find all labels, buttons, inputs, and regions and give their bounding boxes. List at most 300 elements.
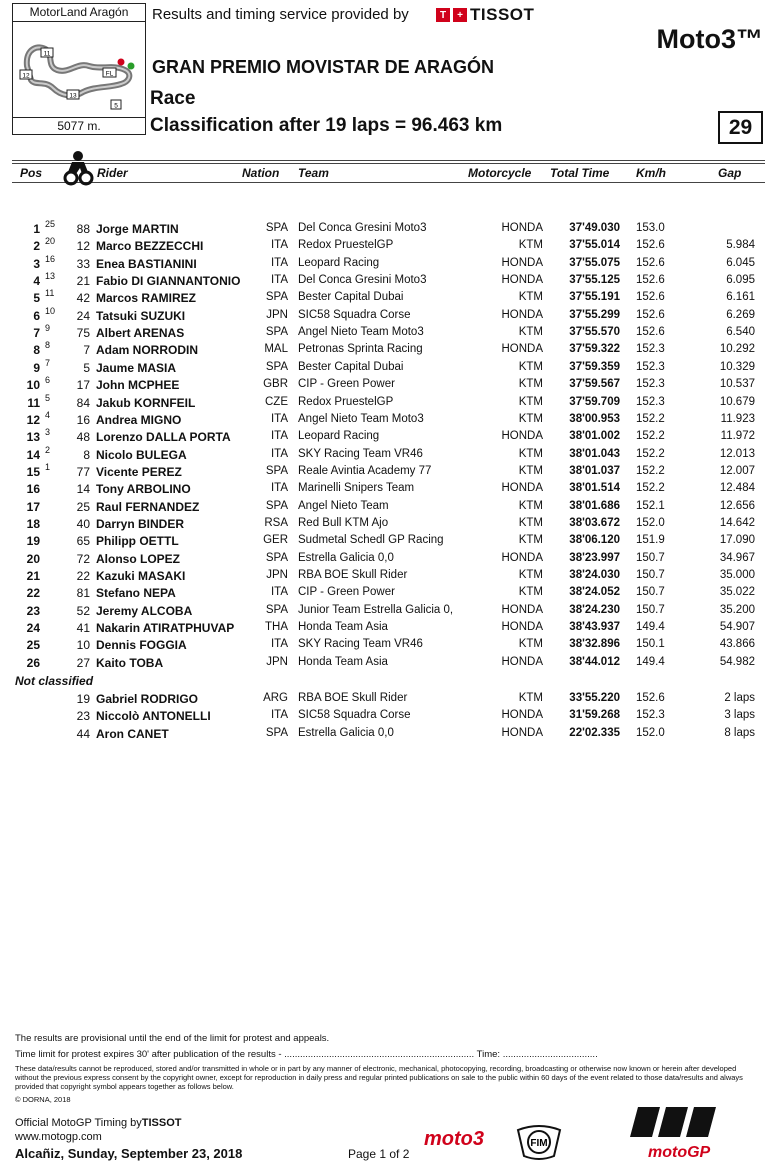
gap: 5.984: [726, 239, 755, 251]
average-speed: 152.2: [636, 430, 665, 442]
average-speed: 150.7: [636, 604, 665, 616]
rider-position: 20: [26, 552, 40, 566]
rider-nation: THA: [265, 621, 288, 633]
championship-points: 10: [45, 306, 56, 316]
result-row: [0, 325, 777, 342]
rider-nation: ARG: [263, 692, 288, 704]
rider-name: Jorge MARTIN: [96, 222, 179, 236]
team-name: SKY Racing Team VR46: [298, 638, 423, 650]
gap: 35.200: [719, 604, 755, 616]
col-total-time: Total Time: [550, 166, 610, 180]
championship-points: 13: [45, 271, 56, 281]
team-name: Honda Team Asia: [298, 656, 388, 668]
circuit-name: MotorLand Aragón: [13, 4, 145, 22]
timing-prefix: Official MotoGP Timing by: [15, 1117, 142, 1129]
rider-nation: ITA: [270, 274, 288, 286]
average-speed: 152.0: [636, 517, 665, 529]
gap: 12.656: [719, 500, 755, 512]
col-team: Team: [298, 166, 329, 180]
rider-nation: ITA: [270, 638, 288, 650]
gap: 12.484: [719, 482, 755, 494]
average-speed: 152.6: [636, 309, 665, 321]
average-speed: 149.4: [636, 656, 665, 668]
result-row: [0, 708, 777, 725]
rider-position: 12: [26, 413, 40, 427]
rider-name: Kaito TOBA: [96, 656, 164, 670]
motorcycle: HONDA: [501, 482, 543, 494]
track-map-icon: [17, 26, 143, 116]
motorcycle: KTM: [518, 326, 543, 338]
total-time: 37'55.125: [569, 274, 620, 286]
motorcycle: HONDA: [501, 621, 543, 633]
rider-number: 84: [76, 396, 90, 410]
classification-title: Classification after 19 laps = 96.463 km: [150, 115, 503, 136]
team-name: SIC58 Squadra Corse: [298, 709, 411, 721]
divider: [12, 182, 765, 183]
result-row: [0, 655, 777, 672]
legal-text: These data/results cannot be reproduced, stored and/or transmitted in whole or in part by any manner of electronic, mechanical, photocopying, recording, broadcasting or otherwise now known or herein after developed without the previous express consent by the copyright owner, except for reproduction in daily press and regular printed publications on sale to the public within 60 days of the event related to those data/results and always provided that copyright symbol appears together as follows below.: [15, 1064, 743, 1091]
rider-name: Vicente PEREZ: [96, 465, 182, 479]
rider-number: 88: [76, 222, 90, 236]
rider-position: 10: [26, 378, 40, 392]
gap: 10.329: [719, 361, 755, 373]
motorcycle: KTM: [518, 378, 543, 390]
total-time: 38'24.230: [569, 604, 620, 616]
championship-points: 6: [45, 375, 51, 385]
circuit-box: [12, 3, 146, 135]
championship-points: 16: [45, 254, 56, 264]
result-row: [0, 499, 777, 516]
gap: 8 laps: [724, 727, 755, 739]
moto3-logo: moto3: [424, 1128, 484, 1150]
map-label: 13: [69, 92, 77, 100]
rider-position: 7: [33, 326, 40, 340]
result-row: [0, 533, 777, 550]
rider-name: Marcos RAMIREZ: [96, 291, 197, 305]
rider-nation: SPA: [265, 727, 288, 739]
divider: [12, 160, 765, 161]
total-time: 37'59.359: [569, 361, 620, 373]
rider-position: 24: [26, 621, 40, 635]
team-name: Redox PruestelGP: [298, 239, 394, 251]
motorcycle: KTM: [518, 692, 543, 704]
rider-nation: SPA: [265, 552, 288, 564]
rider-number: 17: [76, 378, 90, 392]
result-row: [0, 377, 777, 394]
result-row: [0, 516, 777, 533]
result-row: [0, 603, 777, 620]
average-speed: 152.6: [636, 692, 665, 704]
gap: 12.007: [719, 465, 755, 477]
gap: 35.000: [719, 569, 755, 581]
result-row: [0, 360, 777, 377]
team-name: Leopard Racing: [298, 257, 380, 269]
rider-nation: SPA: [265, 465, 288, 477]
motorcycle: HONDA: [501, 656, 543, 668]
rider-position: 1: [33, 222, 40, 236]
rider-nation: SPA: [265, 222, 288, 234]
average-speed: 152.3: [636, 361, 665, 373]
rider-name: Tatsuki SUZUKI: [96, 309, 186, 323]
rider-position: 6: [33, 309, 40, 323]
rider-name: Aron CANET: [96, 727, 169, 741]
map-label: 11: [43, 50, 51, 58]
rider-position: 2: [33, 239, 40, 253]
rider-number: 42: [76, 291, 90, 305]
rider-nation: JPN: [266, 656, 288, 668]
rider-position: 8: [33, 343, 40, 357]
rider-name: Dennis FOGGIA: [96, 638, 187, 652]
average-speed: 152.2: [636, 482, 665, 494]
team-name: Estrella Galicia 0,0: [298, 727, 394, 739]
rider-name: Albert ARENAS: [96, 326, 185, 340]
motorcycle: HONDA: [501, 727, 543, 739]
rider-position: 26: [26, 656, 40, 670]
map-label: 12: [22, 72, 30, 80]
fim-logo: [514, 1122, 564, 1162]
motorcycle: KTM: [518, 413, 543, 425]
rider-nation: MAL: [264, 343, 288, 355]
rider-nation: SPA: [265, 291, 288, 303]
rider-name: Niccolò ANTONELLI: [96, 709, 211, 723]
motorcycle: KTM: [518, 500, 543, 512]
rider-position: 22: [26, 586, 40, 600]
rider-name: Marco BEZZECCHI: [96, 239, 204, 253]
motogp-text: motoGP: [648, 1144, 711, 1161]
championship-points: 11: [45, 288, 55, 298]
total-time: 38'24.030: [569, 569, 620, 581]
motorcycle: HONDA: [501, 343, 543, 355]
rider-nation: RSA: [264, 517, 288, 529]
championship-points: 9: [45, 323, 51, 333]
gap: 6.161: [726, 291, 755, 303]
total-time: 38'01.043: [569, 448, 620, 460]
average-speed: 153.0: [636, 222, 665, 234]
rider-name: Alonso LOPEZ: [96, 552, 180, 566]
rider-position: 25: [26, 638, 40, 652]
total-time: 38'01.002: [569, 430, 620, 442]
team-name: Angel Nieto Team Moto3: [298, 413, 424, 425]
total-time: 22'02.335: [569, 727, 620, 739]
rider-position: 23: [26, 604, 40, 618]
rider-name: Fabio DI GIANNANTONIO: [96, 274, 241, 288]
rider-number: 27: [76, 656, 90, 670]
event-title: GRAN PREMIO MOVISTAR DE ARAGÓN: [152, 57, 495, 77]
rider-number: 72: [76, 552, 90, 566]
team-name: SKY Racing Team VR46: [298, 448, 423, 460]
rider-name: Lorenzo DALLA PORTA: [96, 430, 231, 444]
rider-name: Jakub KORNFEIL: [96, 396, 196, 410]
result-row: [0, 447, 777, 464]
motorcycle: KTM: [518, 638, 543, 650]
average-speed: 152.2: [636, 448, 665, 460]
rider-number: 48: [76, 430, 90, 444]
rider-nation: CZE: [265, 396, 288, 408]
total-time: 31'59.268: [569, 709, 620, 721]
team-name: RBA BOE Skull Rider: [298, 569, 408, 581]
rider-number: 44: [76, 727, 90, 741]
total-time: 37'55.570: [569, 326, 620, 338]
rider-position: 9: [33, 361, 40, 375]
website-link[interactable]: www.motogp.com: [15, 1131, 102, 1143]
championship-points: 20: [45, 236, 56, 246]
gap: 11.923: [720, 413, 755, 425]
motorcycle: KTM: [518, 569, 543, 581]
motorcycle: HONDA: [501, 274, 543, 286]
rider-name: Andrea MIGNO: [96, 413, 182, 427]
championship-points: 8: [45, 340, 51, 350]
team-name: RBA BOE Skull Rider: [298, 692, 408, 704]
rider-number: 8: [83, 448, 90, 462]
col-nation: Nation: [242, 166, 280, 180]
rider-name: Adam NORRODIN: [96, 343, 199, 357]
timing-brand: TISSOT: [141, 1117, 182, 1129]
championship-points: 25: [45, 219, 56, 229]
team-name: Del Conca Gresini Moto3: [298, 274, 427, 286]
motorcycle: KTM: [518, 396, 543, 408]
location-date: Alcañiz, Sunday, September 23, 2018: [15, 1146, 243, 1161]
result-row: [0, 395, 777, 412]
rider-position: 17: [26, 500, 40, 514]
total-time: 38'24.052: [569, 586, 620, 598]
gap: 6.269: [726, 309, 755, 321]
copyright: © DORNA, 2018: [15, 1095, 71, 1104]
gap: 54.907: [719, 621, 755, 633]
total-time: 38'06.120: [569, 534, 620, 546]
map-label: FL: [105, 70, 114, 78]
motorcycle: KTM: [518, 361, 543, 373]
gap: 6.540: [726, 326, 755, 338]
col-motorcycle: Motorcycle: [468, 166, 532, 180]
rider-nation: SPA: [265, 500, 288, 512]
championship-points: 3: [45, 427, 51, 437]
gap: 17.090: [719, 534, 755, 546]
team-name: Redox PruestelGP: [298, 396, 394, 408]
rider-position: 15: [26, 465, 40, 479]
result-row: [0, 342, 777, 359]
rider-position: 18: [26, 517, 40, 531]
total-time: 38'01.514: [569, 482, 620, 494]
rider-name: Jeremy ALCOBA: [96, 604, 193, 618]
gap: 35.022: [719, 586, 755, 598]
team-name: Angel Nieto Team Moto3: [298, 326, 424, 338]
rider-name: Nicolo BULEGA: [96, 448, 187, 462]
team-name: Reale Avintia Academy 77: [298, 465, 432, 477]
motorcycle: HONDA: [501, 430, 543, 442]
gap: 34.967: [719, 552, 755, 564]
motorcycle: KTM: [518, 534, 543, 546]
protest-note: Time limit for protest expires 30' after publication of the results - ........................................................................ Time: ....................................: [15, 1049, 598, 1060]
rider-nation: GBR: [263, 378, 288, 390]
rider-name: Stefano NEPA: [96, 586, 176, 600]
rider-number: 52: [76, 604, 90, 618]
gap: 10.537: [719, 378, 755, 390]
total-time: 38'00.953: [569, 413, 620, 425]
total-time: 38'44.012: [569, 656, 620, 668]
rider-nation: JPN: [266, 309, 288, 321]
total-time: 37'55.191: [569, 291, 620, 303]
championship-points: 7: [45, 358, 51, 368]
rider-position: 16: [26, 482, 40, 496]
total-time: 38'32.896: [569, 638, 620, 650]
total-time: 37'49.030: [569, 222, 620, 234]
average-speed: 152.6: [636, 291, 665, 303]
rider-nation: ITA: [270, 239, 288, 251]
rider-nation: ITA: [270, 413, 288, 425]
team-name: Estrella Galicia 0,0: [298, 552, 394, 564]
motorcycle: HONDA: [501, 257, 543, 269]
team-name: Red Bull KTM Ajo: [298, 517, 389, 529]
rider-nation: ITA: [270, 448, 288, 460]
motorcycle: HONDA: [501, 552, 543, 564]
rider-name: Philipp OETTL: [96, 534, 179, 548]
total-time: 38'43.937: [569, 621, 620, 633]
rider-position: 13: [26, 430, 40, 444]
rider-position: 5: [33, 291, 40, 305]
result-row: [0, 585, 777, 602]
average-speed: 152.6: [636, 326, 665, 338]
rider-nation: SPA: [265, 361, 288, 373]
rider-name: Gabriel RODRIGO: [96, 692, 199, 706]
rider-nation: ITA: [270, 482, 288, 494]
rider-nation: ITA: [270, 709, 288, 721]
rider-nation: ITA: [270, 430, 288, 442]
rider-position: 14: [26, 448, 40, 462]
rider-number: 33: [76, 257, 90, 271]
average-speed: 152.1: [636, 500, 665, 512]
motorcycle: KTM: [518, 517, 543, 529]
rider-number: 77: [76, 465, 90, 479]
tissot-cross-icon: +: [453, 8, 467, 22]
average-speed: 152.6: [636, 257, 665, 269]
rider-nation: ITA: [270, 257, 288, 269]
result-row: [0, 726, 777, 743]
rider-name: Kazuki MASAKI: [96, 569, 186, 583]
team-name: Angel Nieto Team: [298, 500, 389, 512]
rider-name: Nakarin ATIRATPHUVAP: [96, 621, 235, 635]
average-speed: 150.1: [636, 638, 665, 650]
rider-name: Jaume MASIA: [96, 361, 177, 375]
provisional-note: The results are provisional until the end of the limit for protest and appeals.: [15, 1033, 330, 1044]
col-kmh: Km/h: [636, 166, 666, 180]
round-number: 29: [718, 111, 763, 144]
result-row: [0, 620, 777, 637]
rider-nation: SPA: [265, 326, 288, 338]
gap: 54.982: [719, 656, 755, 668]
rider-position: 3: [33, 257, 40, 271]
average-speed: 152.3: [636, 343, 665, 355]
motorcycle: HONDA: [501, 222, 543, 234]
total-time: 33'55.220: [569, 692, 620, 704]
result-row: [0, 256, 777, 273]
rider-number: 10: [76, 638, 90, 652]
gap: 6.045: [726, 257, 755, 269]
average-speed: 152.2: [636, 465, 665, 477]
championship-points: 1: [45, 462, 51, 472]
rider-number: 23: [76, 709, 90, 723]
motorcycle: KTM: [518, 448, 543, 460]
total-time: 37'55.299: [569, 309, 620, 321]
column-header: [12, 150, 765, 184]
result-row: [0, 551, 777, 568]
result-row: [0, 290, 777, 307]
rider-number: 19: [76, 692, 90, 706]
rider-nation: JPN: [266, 569, 288, 581]
rider-number: 25: [76, 500, 90, 514]
team-name: Bester Capital Dubai: [298, 361, 404, 373]
motorcycle: HONDA: [501, 709, 543, 721]
col-gap: Gap: [718, 166, 742, 180]
rider-number: 81: [76, 586, 90, 600]
rider-number: 16: [76, 413, 90, 427]
total-time: 37'59.567: [569, 378, 620, 390]
gap: 43.866: [719, 638, 755, 650]
rider-name: John MCPHEE: [96, 378, 180, 392]
provider-text: Results and timing service provided by: [152, 6, 409, 23]
average-speed: 152.3: [636, 396, 665, 408]
total-time: 38'03.672: [569, 517, 620, 529]
timing-credit: [15, 1117, 182, 1129]
rider-number: 21: [76, 274, 90, 288]
team-name: Leopard Racing: [298, 430, 380, 442]
team-name: CIP - Green Power: [298, 378, 395, 390]
rider-name: Darryn BINDER: [96, 517, 185, 531]
total-time: 38'01.037: [569, 465, 620, 477]
team-name: SIC58 Squadra Corse: [298, 309, 411, 321]
rider-number: 41: [76, 621, 90, 635]
average-speed: 149.4: [636, 621, 665, 633]
rider-icon: [62, 150, 94, 186]
col-rider: Rider: [97, 166, 128, 180]
average-speed: 152.0: [636, 727, 665, 739]
championship-points: 4: [45, 410, 51, 420]
page-number: Page 1 of 2: [348, 1147, 410, 1161]
total-time: 38'01.686: [569, 500, 620, 512]
rider-position: 21: [26, 569, 40, 583]
average-speed: 150.7: [636, 552, 665, 564]
championship-points: 2: [45, 445, 51, 455]
result-row: [0, 221, 777, 238]
rider-number: 7: [83, 343, 90, 357]
average-speed: 152.6: [636, 239, 665, 251]
motorcycle: KTM: [518, 239, 543, 251]
result-row: [0, 637, 777, 654]
result-row: [0, 273, 777, 290]
rider-position: 11: [27, 396, 40, 410]
result-row: [0, 568, 777, 585]
average-speed: 150.7: [636, 569, 665, 581]
average-speed: 152.2: [636, 413, 665, 425]
rider-position: 4: [33, 274, 40, 288]
result-row: [0, 464, 777, 481]
session-name: Race: [150, 88, 196, 109]
result-row: [0, 308, 777, 325]
category-title: Moto3™: [656, 24, 763, 54]
tissot-logo: [436, 6, 534, 24]
motorcycle: KTM: [518, 291, 543, 303]
result-row: [0, 481, 777, 498]
result-row: [0, 238, 777, 255]
team-name: CIP - Green Power: [298, 586, 395, 598]
tissot-t-icon: T: [436, 8, 450, 22]
rider-name: Enea BASTIANINI: [96, 257, 197, 271]
team-name: Junior Team Estrella Galicia 0,: [298, 604, 454, 616]
rider-number: 75: [76, 326, 90, 340]
rider-nation: GER: [263, 534, 288, 546]
gap: 11.972: [720, 430, 755, 442]
map-label: 5: [114, 102, 118, 110]
rider-number: 5: [83, 361, 90, 375]
